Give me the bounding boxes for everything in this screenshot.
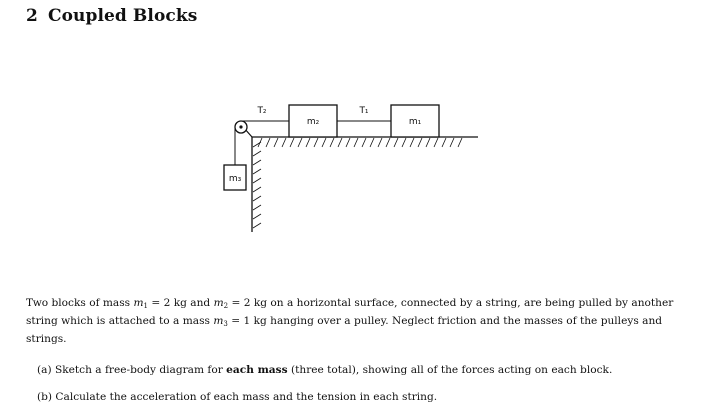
section-number: 2	[26, 6, 38, 26]
block-m3-label: m₃	[228, 174, 242, 184]
emphasis-each-mass: each mass	[226, 364, 288, 376]
question-part-b: (b) Calculate the acceleration of each mass and the tension in each string.	[37, 391, 438, 403]
section-title: Coupled Blocks	[47, 6, 198, 26]
pulley	[235, 121, 252, 137]
surface-hatching	[258, 138, 462, 147]
question-part-a: (a) Sketch a free-body diagram for each mass (three total), showing all of the forces acting on each block.	[37, 364, 613, 376]
wall-hatching	[253, 142, 261, 228]
problem-statement: Two blocks of mass $m_1 = 2$ kg and $m_2 = 2$ kg on a horizontal surface, connected by a string, are being pulled by another string which is attached to a mass $m_3 = 1$ kg hanging over a pulley. Neglect friction and the masses of the pulleys and strings.	[26, 297, 674, 345]
block-m1-label: m₁	[408, 117, 422, 127]
tension-t2-label: T₂	[257, 106, 267, 116]
tension-t1-label: T₁	[359, 106, 369, 116]
block-m2-label: m₂	[306, 117, 320, 127]
